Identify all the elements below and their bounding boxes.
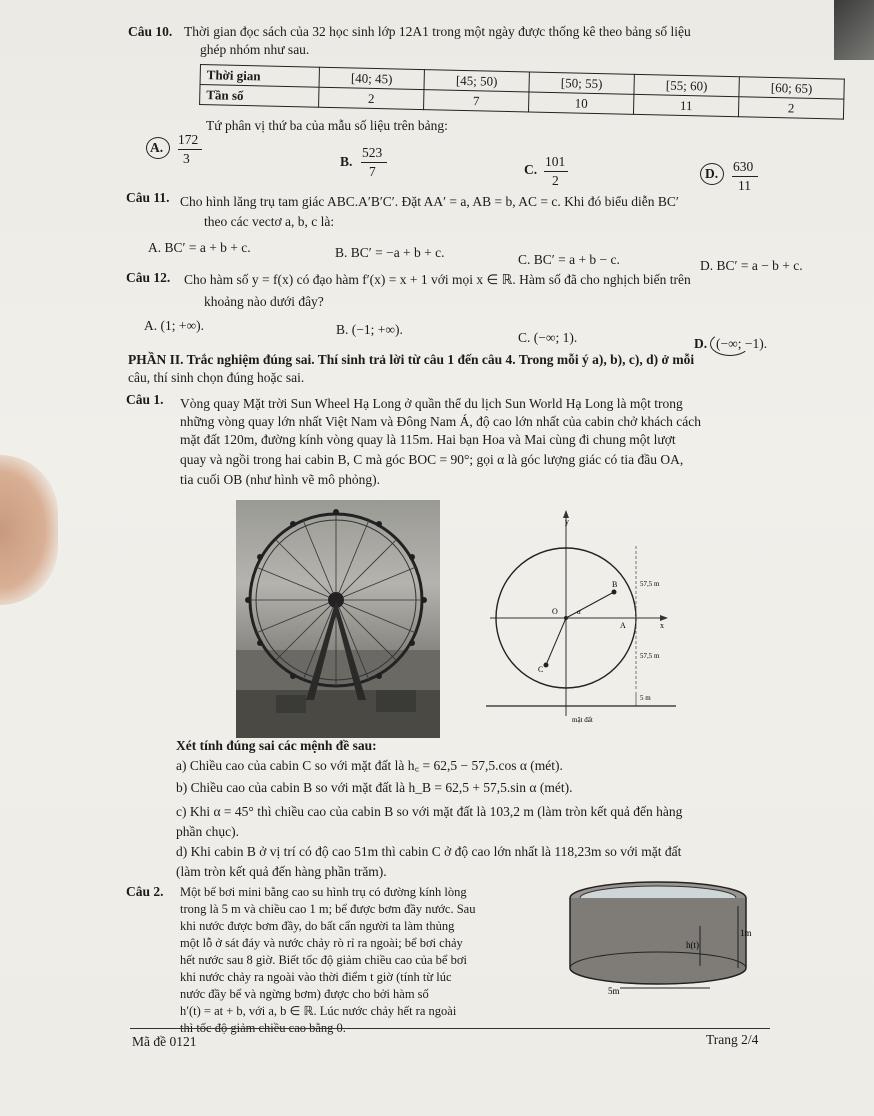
ferris-wheel-diagram [486,510,686,740]
q12-option-a: A. (1; +∞). [144,318,204,333]
c1-statement-d: d) Khi cabin B ở vị trí có độ cao 51m thì cabin C ở độ cao lớn nhất là 118,23m so với mặt đất [176,844,682,859]
angle-label-alpha: α [577,608,581,616]
c1-statement-d-2: (làm tròn kết quả đến hàng phần trăm). [176,864,387,879]
axis-label-x: x [660,621,664,630]
table-header-time: Thời gian [200,65,319,88]
q12-option-d-label: D. [694,336,708,351]
pool-height-label: 1m [740,928,752,938]
c2-text-line6: khi nước chảy ra ngoài vào thời điểm t giờ (tính từ lúc [180,970,452,984]
dimension-upper-radius: 57,5 m [640,580,660,588]
c1-number: Câu 1. [126,392,164,407]
fraction-bar [178,149,202,150]
c2-text-line1: Một bể bơi mini bằng cao su hình trụ có đường kính lòng [180,885,467,899]
c2-text-line2: trong là 5 m và chiều cao 1 m; bể được bơm đầy nước. Sau [180,902,476,916]
c2-text-line8: h′(t) = at + b, với a, b ∈ ℝ. Lúc nước chảy hết ra ngoài [180,1004,457,1018]
q12-stem-2: khoảng nào dưới đây? [204,294,324,309]
c1-text-line1: Vòng quay Mặt trời Sun Wheel Hạ Long ở quần thể du lịch Sun World Hạ Long là một trong [180,396,683,411]
q11-number: Câu 11. [126,190,170,205]
table-cell: 2 [319,87,424,109]
q11-option-b: B. BC′ = −a + b + c. [335,245,445,260]
pool-water-height-label: h(t) [686,940,699,950]
c1-text-line5: tia cuối OB (như hình vẽ mô phỏng). [180,472,381,487]
pool-diameter-label: 5m [608,986,620,996]
c1-statement-b: b) Chiều cao của cabin B so với mặt đất là h_B = 62,5 + 57,5.sin α (mét). [176,780,573,795]
q10-option-d-denominator: 11 [738,178,751,193]
c2-text-line3: khi nước được bơm đầy, do bất cẩn người ta làm thủng [180,919,455,933]
q11-option-c: C. BC′ = a + b − c. [518,252,620,267]
q10-option-a-numerator: 172 [178,132,199,147]
q10-option-c-label: C. [524,162,538,177]
q12-number: Câu 12. [126,270,171,285]
q11-option-a: A. BC′ = a + b + c. [148,240,251,255]
q10-option-c-denominator: 2 [552,173,559,188]
q11-stem-2: theo các vectơ a, b, c là: [204,214,335,229]
c1-text-line3: mặt đất 120m, đường kính vòng quay là 115m. Hai bạn Hoa và Mai cùng đi chung một lượt [180,432,676,447]
q12-stem: Cho hàm số y = f(x) có đạo hàm f′(x) = x + 1 với mọi x ∈ ℝ. Hàm số đã cho nghịch biến trên [184,272,691,287]
dimension-ground-gap: 5 m [640,694,651,702]
q10-number: Câu 10. [128,24,173,39]
table-cell: 11 [633,94,738,116]
table-cell: [40; 45) [319,67,424,89]
fraction-bar [544,171,568,172]
c1-ask: Xét tính đúng sai các mệnh đề sau: [176,738,377,753]
q10-option-a-denominator: 3 [183,151,190,166]
fraction-bar [361,162,387,163]
part2-title: PHẦN II. Trắc nghiệm đúng sai. Thí sinh trả lời từ câu 1 đến câu 4. Trong mỗi ý a), b), c), d) ở mỗi [128,352,695,367]
c1-text-line2: những vòng quay lớn nhất Việt Nam và Đông Nam Á, độ cao lớn nhất của cabin chở khách cách [180,414,702,429]
footer-divider [130,1028,770,1029]
q10-stem: Thời gian đọc sách của 32 học sinh lớp 12A1 trong một ngày được thống kê theo bảng số liệu [184,24,691,39]
point-label-o: O [552,607,558,616]
q11-stem: Cho hình lăng trụ tam giác ABC.A′B′C′. Đặt AA′ = a, AB = b, AC = c. Khi đó biểu diễn BC′ [180,194,679,209]
c1-statement-c-2: phần chục). [176,824,239,839]
point-label-b: B [612,580,618,589]
c2-number: Câu 2. [126,884,164,899]
q10-option-a-label: A. [150,140,164,155]
table-header-frequency: Tần số [200,85,319,108]
c1-text-line4: quay và ngồi trong hai cabin B, C mà góc BOC = 90°; gọi α là góc lượng giác có tia đầu OA, [180,452,684,467]
ferris-wheel-photo [236,500,440,738]
q10-option-d-numerator: 630 [733,159,754,174]
axis-label-y: y [565,517,569,526]
page-number: Trang 2/4 [706,1032,759,1047]
ferris-wheel-illustration [236,500,440,738]
q10-option-c-numerator: 101 [545,154,566,169]
c1-statement-c: c) Khi α = 45° thì chiều cao của cabin B so với mặt đất là 103,2 m (làm tròn kết quả đến hàng [176,804,683,819]
q10-option-b-denominator: 7 [369,164,376,179]
table-cell: [55; 60) [634,74,739,96]
q10-option-b-numerator: 523 [362,145,383,160]
c2-text-line4: một lỗ ở sát đáy và nước chảy rò rỉ ra ngoài; bể bơi chảy [180,936,463,950]
c2-text-line9: thì tốc độ giảm chiều cao bằng 0. [180,1021,346,1035]
table-cell: 10 [528,92,633,114]
table-cell: [50; 55) [529,72,634,94]
q10-stem-2: ghép nhóm như sau. [200,42,310,57]
c2-text-line5: hết nước sau 8 giờ. Biết tốc độ giảm chiều cao của bể bơi [180,953,467,967]
q12-option-b: B. (−1; +∞). [336,322,403,337]
q12-option-d: (−∞; −1). [716,336,768,351]
table-cell: [45; 50) [424,70,529,92]
ground-label: mặt đất [572,716,593,724]
point-label-c: C [538,665,544,674]
table-cell: 2 [738,97,843,119]
exam-code: Mã đề 0121 [132,1034,197,1049]
table-cell: [60; 65) [739,77,844,99]
dimension-lower-radius: 57,5 m [640,652,660,660]
fraction-bar [732,176,758,177]
q10-ask: Tứ phân vị thứ ba của mẫu số liệu trên bảng: [206,118,448,133]
q10-option-b-label: B. [340,154,353,169]
table-cell: 7 [424,90,529,112]
c2-text-line7: nước đầy bể và ngừng bơm) được cho bởi hàm số [180,987,429,1001]
background-corner [834,0,874,60]
pool-figure [560,876,770,1004]
q11-option-d: D. BC′ = a − b + c. [700,258,803,273]
q12-option-c: C. (−∞; 1). [518,330,578,345]
c1-statement-a: a) Chiều cao của cabin C so với mặt đất là h꜀ = 62,5 − 57,5.cos α (mét). [176,758,563,773]
point-label-a: A [620,621,626,630]
part2-title-2: câu, thí sinh chọn đúng hoặc sai. [128,370,305,385]
q10-option-d-label: D. [705,166,719,181]
